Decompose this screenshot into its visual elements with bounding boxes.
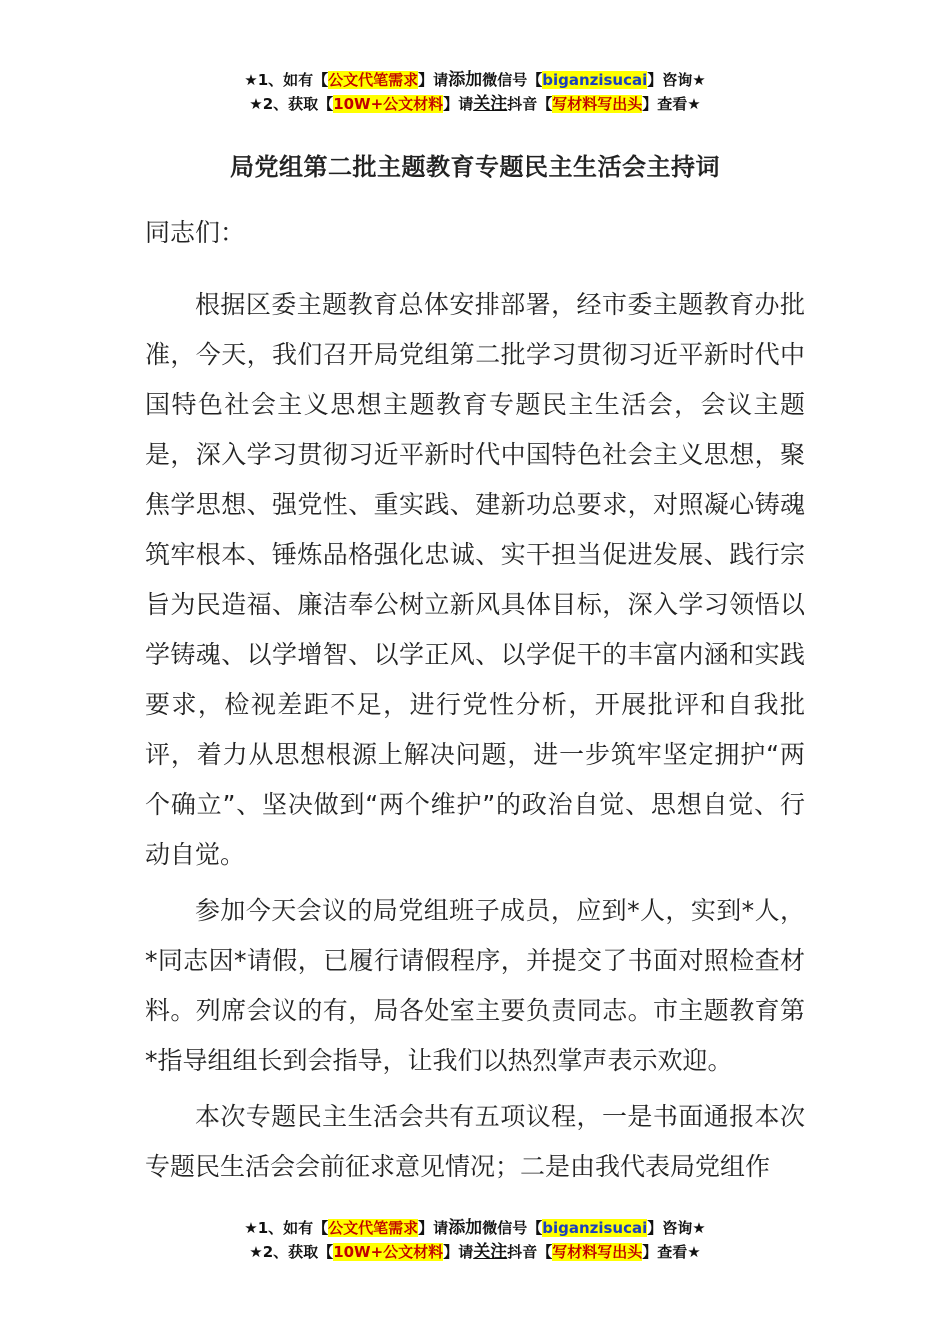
- banner-douyin-id: 写材料写出头: [552, 95, 643, 113]
- document-title: 局党组第二批主题教育专题民主生活会主持词: [230, 153, 720, 181]
- banner-text: 】请: [418, 71, 449, 89]
- banner-text: ★2、获取【: [249, 1243, 334, 1261]
- banner-emphasis: 添加: [448, 1218, 483, 1238]
- banner-line-1: [0, 68, 950, 92]
- banner-text: ★2、获取【: [249, 95, 334, 113]
- banner-emphasis: 关注: [473, 94, 508, 114]
- banner-text: ★1、如有【: [244, 1219, 329, 1237]
- header-banner: [0, 68, 950, 116]
- banner-text: 抖音【: [507, 95, 553, 113]
- greeting: 同志们：: [145, 218, 246, 247]
- banner-wechat-id: biganzisucai: [542, 71, 648, 89]
- banner-text: 】请: [418, 1219, 449, 1237]
- banner-text: 】咨询★: [647, 71, 706, 89]
- banner-wechat-id: biganzisucai: [542, 1219, 648, 1237]
- banner-line-2: [0, 92, 950, 116]
- banner-text: 微信号【: [482, 1219, 543, 1237]
- paragraph: 根据区委主题教育总体安排部署，经市委主题教育办批准，今天，我们召开局党组第二批学习贯彻习近平新时代中国特色社会主义思想主题教育专题民主生活会，会议主题是，深入学习贯彻习近平新时代中国特色社会主义思想，聚焦学思想、强党性、重实践、建新功总要求，对照凝心铸魂筑牢根本、锤炼品格强化忠诚、实干担当促进发展、践行宗旨为民造福、廉洁奉公树立新风具体目标，深入学习领悟以学铸魂、以学增智、以学正风、以学促干的丰富内涵和实践要求，检视差距不足，进行党性分析，开展批评和自我批评，着力从思想根源上解决问题，进一步筑牢坚定拥护“两个确立”、坚决做到“两个维护”的政治自觉、思想自觉、行动自觉。: [145, 290, 805, 869]
- banner-douyin-id: 写材料写出头: [552, 1243, 643, 1261]
- banner-text: ★1、如有【: [244, 71, 329, 89]
- paragraph: 本次专题民主生活会共有五项议程，一是书面通报本次专题民生活会会前征求意见情况；二是由我代表局党组作: [145, 1102, 805, 1181]
- banner-text: 】查看★: [642, 95, 701, 113]
- banner-highlight: 公文代笔需求: [328, 1219, 419, 1237]
- banner-highlight: 10W+公文材料: [333, 95, 444, 113]
- paragraph: 参加今天会议的局党组班子成员，应到*人，实到*人，*同志因*请假，已履行请假程序，并提交了书面对照检查材料。列席会议的有，局各处室主要负责同志。市主题教育第*指导组组长到会指导，让我们以热烈掌声表示欢迎。: [145, 896, 805, 1075]
- banner-text: 】请: [443, 95, 474, 113]
- banner-highlight: 10W+公文材料: [333, 1243, 444, 1261]
- banner-text: 】咨询★: [647, 1219, 706, 1237]
- banner-text: 抖音【: [507, 1243, 553, 1261]
- banner-line-1: [0, 1216, 950, 1240]
- banner-text: 】查看★: [642, 1243, 701, 1261]
- banner-line-2: [0, 1240, 950, 1264]
- banner-emphasis: 关注: [473, 1242, 508, 1262]
- banner-text: 微信号【: [482, 71, 543, 89]
- footer-banner: [0, 1216, 950, 1264]
- banner-text: 】请: [443, 1243, 474, 1261]
- banner-highlight: 公文代笔需求: [328, 71, 419, 89]
- banner-emphasis: 添加: [448, 70, 483, 90]
- document-body: [145, 208, 805, 1198]
